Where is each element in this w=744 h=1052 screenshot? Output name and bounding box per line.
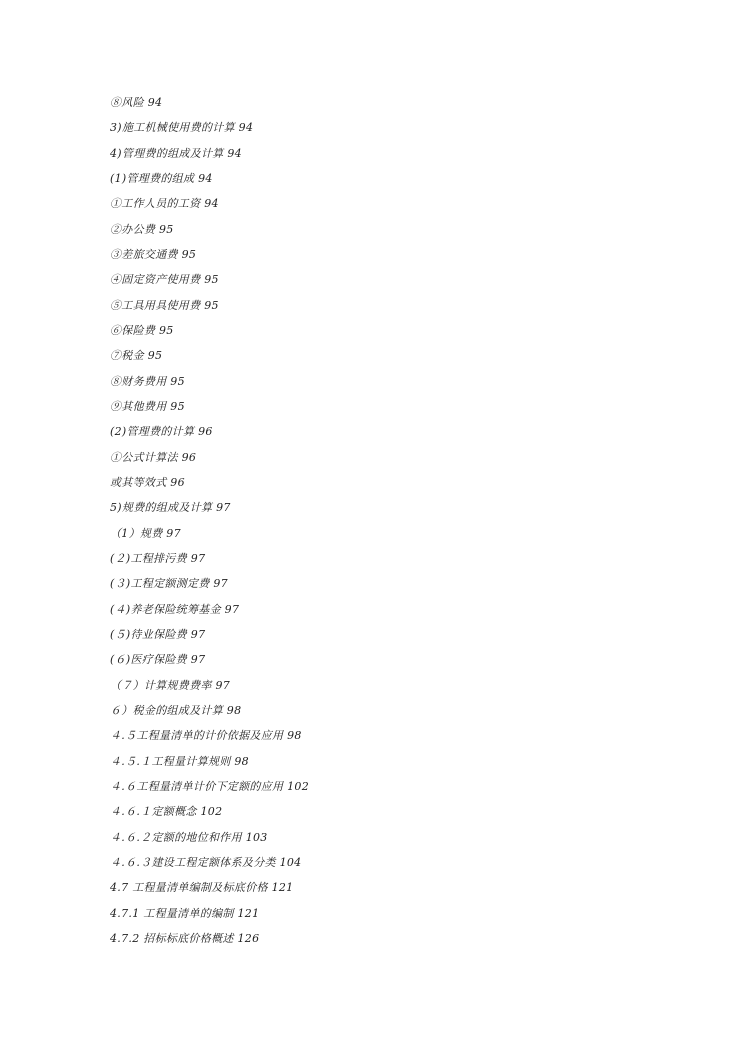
toc-line: (2)管理费的计算 96: [110, 425, 213, 439]
toc-line: (５)待业保险费 97: [110, 627, 206, 641]
toc-line: ⑥保险费 95: [110, 323, 174, 337]
toc-line: ①公式计算法 96: [110, 450, 197, 464]
toc-line: ④固定资产使用费 95: [110, 273, 219, 287]
toc-line: ①工作人员的工资 94: [110, 197, 219, 211]
toc-line: 或其等效式 96: [110, 475, 185, 489]
toc-line: 4.7.2 招标标底价格概述 126: [110, 931, 260, 945]
toc-line: ⑨其他费用 95: [110, 399, 185, 413]
toc-line: （７）计算规费费率 97: [110, 678, 231, 692]
toc-line: 3)施工机械使用费的计算 94: [110, 121, 254, 135]
toc-line: ②办公费 95: [110, 222, 174, 236]
toc-line: ４.６.２定额的地位和作用 103: [110, 830, 268, 844]
toc-line: ４.６.３建设工程定额体系及分类 104: [110, 855, 302, 869]
toc-line: ⑧风险 94: [110, 96, 163, 109]
toc-line: ⑧财务费用 95: [110, 374, 185, 388]
toc-line: ⑦税金 95: [110, 349, 163, 363]
toc-line: ４.６工程量清单计价下定额的应用 102: [110, 779, 309, 793]
toc-line: ４.５.１工程量计算规则 98: [110, 754, 249, 768]
toc-line: ４.５工程量清单的计价依据及应用 98: [110, 729, 302, 743]
toc-line: (２)工程排污费 97: [110, 551, 206, 565]
table-of-contents: [110, 90, 670, 951]
toc-line: (1)管理费的组成 94: [110, 171, 213, 185]
toc-line: 4.7 工程量清单编制及标底价格 121: [110, 881, 294, 895]
toc-line: 4)管理费的组成及计算 94: [110, 146, 242, 160]
toc-line: 5)规费的组成及计算 97: [110, 501, 231, 515]
toc-line: （1）规费 97: [110, 526, 181, 540]
toc-line: 4.7.1 工程量清单的编制 121: [110, 906, 260, 920]
toc-line: (６)医疗保险费 97: [110, 653, 206, 667]
toc-line: (３)工程定额测定费 97: [110, 577, 228, 591]
toc-line: ⑤工具用具使用费 95: [110, 298, 219, 312]
toc-line: ６）税金的组成及计算 98: [110, 703, 242, 717]
toc-line: ４.６.１定额概念 102: [110, 805, 223, 819]
toc-line: (４)养老保险统筹基金 97: [110, 602, 240, 616]
toc-line: ③差旅交通费 95: [110, 247, 197, 261]
